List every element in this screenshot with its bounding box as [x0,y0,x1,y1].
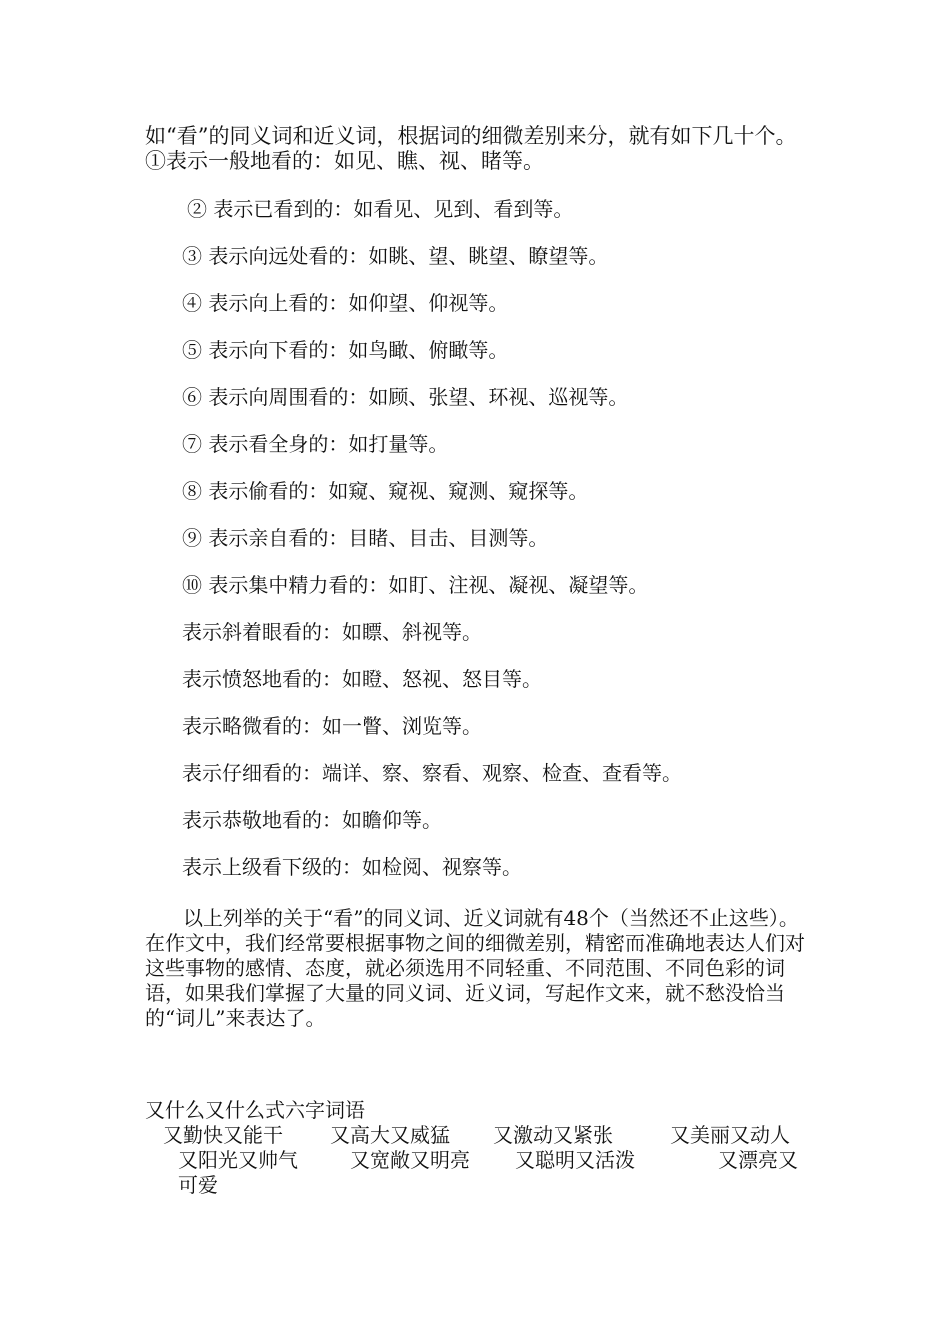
phrase-item: 又阳光又帅气 [178,1148,298,1172]
list-item: ② 表示已看到的：如看见、见到、看到等。 [187,197,574,221]
phrase-item: 又高大又威猛 [330,1123,450,1147]
list-item: 表示斜着眼看的：如瞟、斜视等。 [182,620,482,644]
list-item: 表示略微看的：如一瞥、浏览等。 [182,714,482,738]
list-item: ⑤ 表示向下看的：如鸟瞰、俯瞰等。 [182,338,509,362]
list-item: 表示仔细看的：端详、察、察看、观察、检查、查看等。 [182,761,682,785]
summary-paragraph: 以上列举的关于“看”的同义词、近义词就有48个（当然还不止这些）。在作文中，我们经常要根据事物之间的细微差别，精密而准确地表达人们对这些事物的感情、态度，就必须选用不同轻重、不同范围、不同色彩的词语，如果我们掌握了大量的同义词、近义词，写起作文来，就不愁没恰当的“词儿”来表达了。 [145,906,805,1030]
list-item: ⑦ 表示看全身的：如打量等。 [182,432,449,456]
phrase-item: 又勤快又能干 [163,1123,283,1147]
phrase-item: 又漂亮又 [718,1148,798,1172]
section-title: 又什么又什么式六字词语 [145,1098,365,1122]
list-item: ⑩ 表示集中精力看的：如盯、注视、凝视、凝望等。 [182,573,649,597]
list-item: ⑥ 表示向周围看的：如顾、张望、环视、巡视等。 [182,385,629,409]
phrase-item: 又激动又紧张 [493,1123,613,1147]
list-item: 表示愤怒地看的：如瞪、怒视、怒目等。 [182,667,542,691]
list-item: 表示上级看下级的：如检阅、视察等。 [182,855,522,879]
list-item: ④ 表示向上看的：如仰望、仰视等。 [182,291,509,315]
list-item: ⑧ 表示偷看的：如窥、窥视、窥测、窥探等。 [182,479,589,503]
phrase-item: 又聪明又活泼 [515,1148,635,1172]
intro-paragraph: 如“看”的同义词和近义词，根据词的细微差别来分，就有如下几十个。①表示一般地看的：如见、瞧、视、睹等。 [145,124,797,173]
list-item: 表示恭敬地看的：如瞻仰等。 [182,808,442,832]
phrase-item: 又美丽又动人 [670,1123,790,1147]
phrase-item: 可爱 [178,1173,218,1197]
list-item: ③ 表示向远处看的：如眺、望、眺望、瞭望等。 [182,244,609,268]
list-item: ⑨ 表示亲自看的：目睹、目击、目测等。 [182,526,549,550]
phrase-item: 又宽敞又明亮 [350,1148,470,1172]
